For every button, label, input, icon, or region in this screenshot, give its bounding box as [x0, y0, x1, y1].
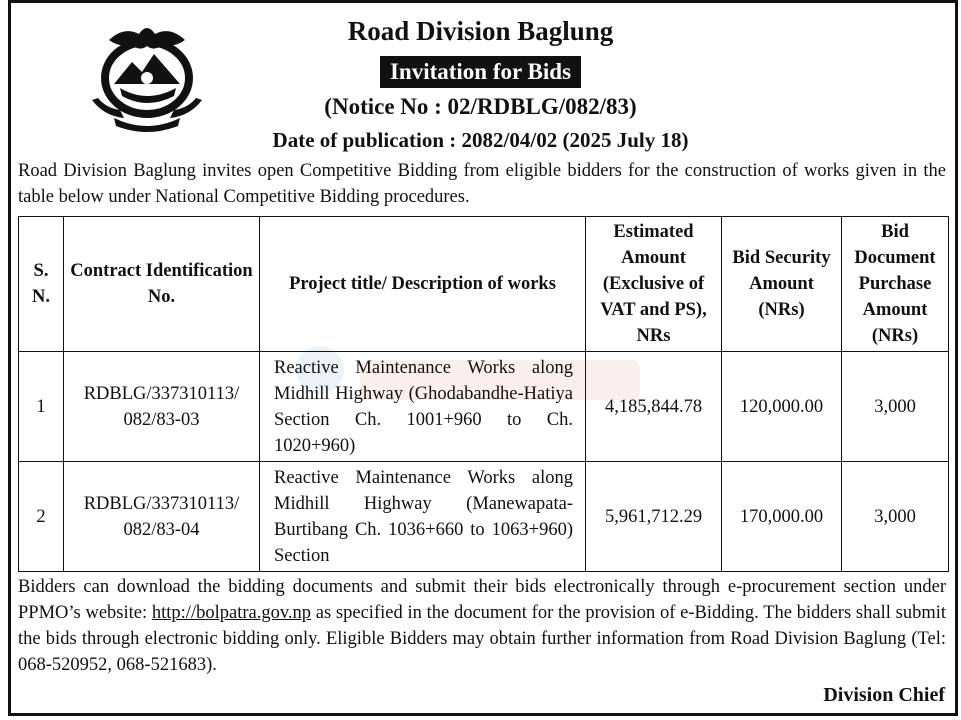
cell-contract-id: RDBLG/337310113/ 082/83-04 — [64, 462, 260, 572]
frame-top — [8, 0, 958, 3]
closing-text-start: Bidders can download the bidding documents and submit their bids electronically through e-procurement section under PPMO’s website: — [18, 577, 946, 623]
table-header-row — [19, 217, 949, 352]
header-document: Bid Document Purchase Amount (NRs) — [842, 217, 949, 352]
cell-sn: 2 — [19, 462, 64, 572]
frame-bottom — [8, 713, 958, 716]
cell-sn: 1 — [19, 352, 64, 462]
table-row — [19, 462, 949, 572]
cell-security: 170,000.00 — [722, 462, 842, 572]
cell-project: Reactive Maintenance Works along Midhill Highway (Ghodabandhe-Hatiya Section Ch. 1001+960 to Ch. 1020+960) — [260, 352, 586, 462]
header-sn: S. N. — [19, 217, 64, 352]
header-security: Bid Security Amount (NRs) — [722, 217, 842, 352]
closing-text-end: as specified in the document for the provision of e-Bidding. The bidders shall submit the bids through electronic bidding only. Eligible Bidders may obtain further information from Road Division Baglung (Tel: 068-520952, 068-521683). — [18, 603, 946, 675]
table-row — [19, 352, 949, 462]
intro-paragraph: Road Division Baglung invites open Competitive Bidding from eligible bidders for the construction of works given in the table below under National Competitive Bidding procedures. — [18, 161, 946, 207]
signature-title: Division Chief — [823, 684, 945, 706]
office-title: Road Division Baglung — [347, 16, 614, 46]
cell-project: Reactive Maintenance Works along Midhill Highway (Manewapata-Burtibang Ch. 1036+660 to 1063+960) Section — [260, 462, 586, 572]
cell-estimated: 4,185,844.78 — [586, 352, 722, 462]
bolpatra-link[interactable]: http://bolpatra.gov.np — [151, 603, 312, 623]
bid-table — [18, 216, 949, 572]
cell-estimated: 5,961,712.29 — [586, 462, 722, 572]
closing-paragraph — [18, 574, 946, 678]
cell-document: 3,000 — [842, 462, 949, 572]
header-project: Project title/ Description of works — [260, 217, 586, 352]
invitation-banner: Invitation for Bids — [380, 56, 581, 88]
cell-contract-id: RDBLG/337310113/ 082/83-03 — [64, 352, 260, 462]
publication-date: Date of publication : 2082/04/02 (2025 July 18) — [272, 128, 689, 152]
header-contract-id: Contract Identification No. — [64, 217, 260, 352]
header-estimated: Estimated Amount (Exclusive of VAT and PS), NRs — [586, 217, 722, 352]
cell-security: 120,000.00 — [722, 352, 842, 462]
notice-number: (Notice No : 02/RDBLG/082/83) — [324, 94, 637, 119]
cell-document: 3,000 — [842, 352, 949, 462]
